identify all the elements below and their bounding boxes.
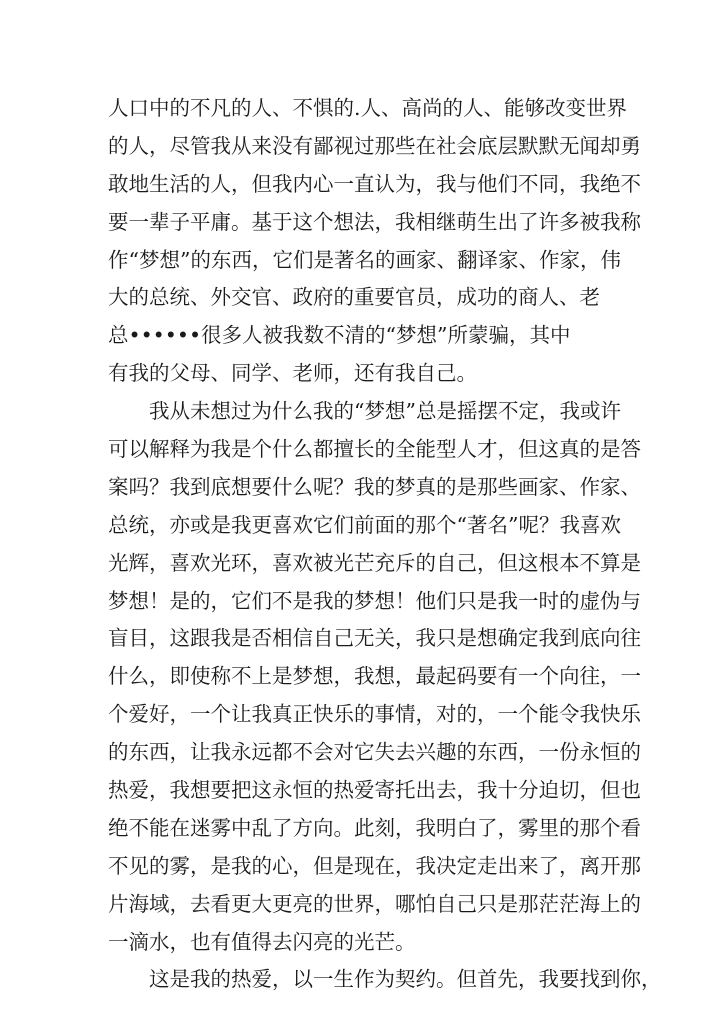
text-line: 不见的雾，是我的心，但是现在，我决定走出来了，离开那 bbox=[108, 853, 641, 878]
text-line: 敢地生活的人，但我内心一直认为，我与他们不同，我绝不 bbox=[108, 171, 641, 196]
text-line: 绝不能在迷雾中乱了方向。此刻，我明白了，雾里的那个看 bbox=[108, 815, 641, 840]
text-line: 个爱好，一个让我真正快乐的事情，对的，一个能令我快乐 bbox=[108, 702, 641, 727]
text-line: 我从未想过为什么我的“梦想”总是摇摆不定，我或许 bbox=[108, 399, 621, 424]
text-line: 的东西，让我永远都不会对它失去兴趣的东西，一份永恒的 bbox=[108, 740, 641, 765]
text-line: 人口中的不凡的人、不惧的.人、高尚的人、能够改变世界 bbox=[108, 96, 628, 120]
text-line: 大的总统、外交官、政府的重要官员，成功的商人、老 bbox=[108, 285, 600, 310]
text-line: 总••••••很多人被我数不清的“梦想”所蒙骗，其中 bbox=[108, 323, 571, 348]
text-line: 的人，尽管我从来没有鄙视过那些在社会底层默默无闻却勇 bbox=[108, 133, 641, 158]
body-text bbox=[108, 90, 662, 999]
text-line: 总统，亦或是我更喜欢它们前面的那个“著名”呢？我喜欢 bbox=[108, 512, 621, 537]
text-line: 可以解释为我是个什么都擅长的全能型人才，但这真的是答 bbox=[108, 437, 641, 462]
text-line: 案吗？我到底想要什么呢？我的梦真的是那些画家、作家、 bbox=[108, 474, 641, 499]
text-line: 这是我的热爱，以一生作为契约。但首先，我要找到你， bbox=[108, 967, 662, 992]
text-line: 什么，即使称不上是梦想，我想，最起码要有一个向往，一 bbox=[108, 664, 641, 689]
text-line: 盲目，这跟我是否相信自己无关，我只是想确定我到底向往 bbox=[108, 626, 641, 651]
text-line: 有我的父母、同学、老师，还有我自己。 bbox=[108, 361, 477, 386]
text-line: 一滴水，也有值得去闪亮的光芒。 bbox=[108, 929, 416, 954]
text-line: 梦想！是的，它们不是我的梦想！他们只是我一时的虚伪与 bbox=[108, 588, 641, 613]
text-line: 光辉，喜欢光环，喜欢被光芒充斥的自己，但这根本不算是 bbox=[108, 550, 641, 575]
text-line: 要一辈子平庸。基于这个想法，我相继萌生出了许多被我称 bbox=[108, 209, 641, 234]
text-line: 作“梦想”的东西，它们是著名的画家、翻译家、作家，伟 bbox=[108, 247, 621, 272]
text-line: 热爱，我想要把这永恒的热爱寄托出去，我十分迫切，但也 bbox=[108, 778, 641, 803]
text-line: 片海域，去看更大更亮的世界，哪怕自己只是那茫茫海上的 bbox=[108, 891, 641, 916]
